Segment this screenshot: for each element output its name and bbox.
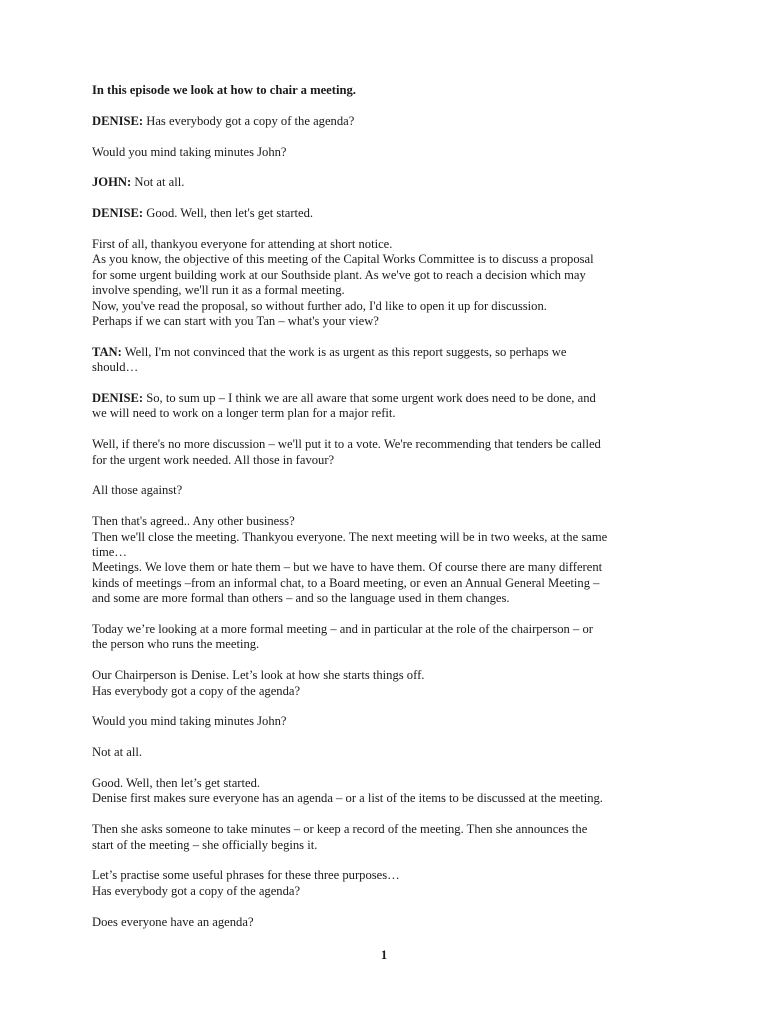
- text-line: kinds of meetings –from an informal chat, to a Board meeting, or even an Annual General Meeting –: [92, 575, 600, 590]
- text-line: Then that's agreed.. Any other business?: [92, 514, 295, 529]
- document-body: [92, 83, 692, 945]
- text-line: First of all, thankyou everyone for attending at short notice.: [92, 236, 393, 251]
- text-line: for the urgent work needed. All those in favour?: [92, 452, 335, 467]
- text-line: time…: [92, 545, 127, 560]
- speaker-label: TAN:: [92, 344, 122, 359]
- speaker-label: DENISE:: [92, 206, 144, 221]
- text-line: the person who runs the meeting.: [92, 637, 260, 652]
- text-line: involve spending, we'll run it as a formal meeting.: [92, 283, 345, 298]
- text-line: Has everybody got a copy of the agenda?: [92, 683, 301, 698]
- text-line: Let’s practise some useful phrases for these three purposes…: [92, 868, 400, 883]
- text-line: start of the meeting – she officially begins it.: [92, 837, 318, 852]
- paragraph: All those against?: [92, 483, 183, 498]
- paragraph: Does everyone have an agenda?: [92, 914, 254, 929]
- text-line: we will need to work on a longer term plan for a major refit.: [92, 406, 396, 421]
- speaker-label: DENISE:: [92, 391, 144, 406]
- text-line: [92, 391, 692, 406]
- text-line: Good. Well, then let’s get started.: [92, 776, 261, 791]
- text-line: Has everybody got a copy of the agenda?: [92, 883, 301, 898]
- speaker-label: JOHN:: [92, 175, 132, 190]
- text-line: Today we’re looking at a more formal meeting – and in particular at the role of the chairperson – or: [92, 622, 593, 637]
- document-title: In this episode we look at how to chair a meeting.: [92, 83, 356, 97]
- text-line: Well, if there's no more discussion – we'll put it to a vote. We're recommending that tenders be called: [92, 437, 601, 452]
- text-line: Then we'll close the meeting. Thankyou everyone. The next meeting will be in two weeks, at the same: [92, 529, 608, 544]
- line-text: Not at all.: [134, 175, 185, 190]
- page-number: 1: [380, 948, 388, 962]
- paragraph: Would you mind taking minutes John?: [92, 714, 287, 729]
- line-text: Good. Well, then let's get started.: [146, 206, 314, 221]
- paragraph: Not at all.: [92, 745, 143, 760]
- text-line: for some urgent building work at our Southside plant. As we've got to reach a decision which may: [92, 267, 586, 282]
- paragraph: [92, 114, 692, 129]
- text-line: Now, you've read the proposal, so without further ado, I'd like to open it up for discussion.: [92, 298, 547, 313]
- paragraph: [92, 175, 692, 190]
- text-line: Denise first makes sure everyone has an agenda – or a list of the items to be discussed at the meeting.: [92, 791, 603, 806]
- text-line: As you know, the objective of this meeting of the Capital Works Committee is to discuss a proposal: [92, 252, 594, 267]
- text-line: and some are more formal than others – and so the language used in them changes.: [92, 591, 510, 606]
- text-line: Meetings. We love them or hate them – but we have to have them. Of course there are many different: [92, 560, 603, 575]
- text-line: [92, 345, 692, 360]
- text-line: Then she asks someone to take minutes – or keep a record of the meeting. Then she announces the: [92, 822, 588, 837]
- line-text: So, to sum up – I think we are all aware that some urgent work does need to be done, and: [146, 391, 596, 406]
- paragraph: Would you mind taking minutes John?: [92, 144, 287, 159]
- text-line: should…: [92, 360, 139, 375]
- speaker-label: DENISE:: [92, 113, 144, 128]
- text-line: Our Chairperson is Denise. Let’s look at how she starts things off.: [92, 668, 425, 683]
- paragraph: [92, 206, 692, 221]
- line-text: Has everybody got a copy of the agenda?: [146, 113, 355, 128]
- line-text: Well, I'm not convinced that the work is as urgent as this report suggests, so perhaps we: [124, 344, 567, 359]
- text-line: Perhaps if we can start with you Tan – what's your view?: [92, 314, 379, 329]
